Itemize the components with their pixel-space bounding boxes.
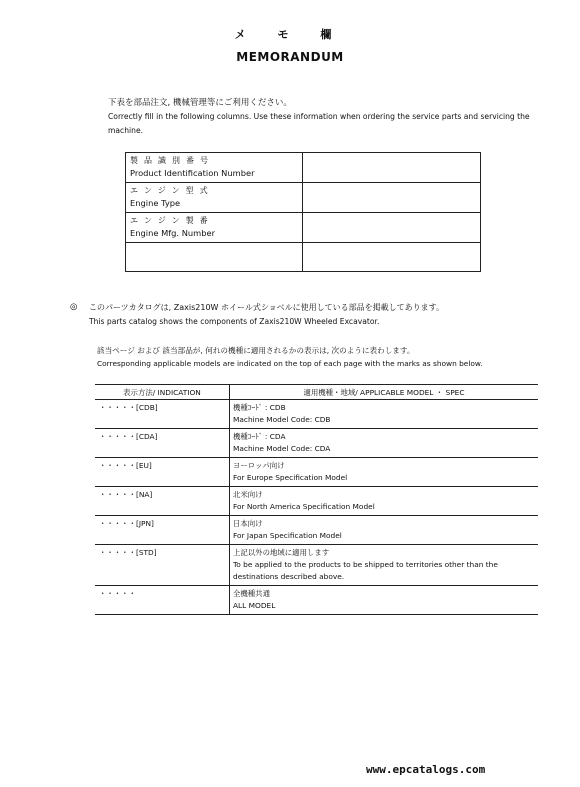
applicable-model-cell (230, 400, 539, 429)
footer-url: www.epcatalogs.com (366, 763, 486, 776)
table-row (126, 213, 481, 243)
label-english: Engine Mfg. Number (130, 228, 216, 238)
blank-value-cell[interactable] (303, 243, 481, 272)
catalog-note-japanese: このパーツカタログは, Zaxis210W ホイール式ショベルに使用している部品を掲載してあります。 (89, 303, 445, 312)
blank-label-cell[interactable] (126, 243, 303, 272)
label-japanese: エンジン型式 (130, 186, 214, 195)
applicability-note: Corresponding applicable models are indicated on the top of each page with the marks as shown below. (97, 359, 483, 368)
indication-mark: ・・・・・[CDB] (95, 400, 230, 429)
engine-mfg-number-field[interactable] (303, 213, 481, 243)
note-mark-icon: ◎ (70, 302, 78, 312)
intro-text-japanese: 下表を部品注文, 機械管理等にご利用ください。 (108, 98, 292, 108)
applicable-model-line: Machine Model Code: CDB (233, 415, 331, 424)
engine-type-field[interactable] (303, 183, 481, 213)
applicable-model-cell (230, 429, 539, 458)
indication-mark: ・・・・・[JPN] (95, 516, 230, 545)
column-header-indication: 表示方法/ INDICATION (95, 385, 230, 400)
table-header-row (95, 385, 538, 400)
label-english: Product Identification Number (130, 168, 255, 178)
applicable-model-line: 機種ｺｰﾄﾞ : CDA (233, 432, 286, 441)
intro-text: Correctly fill in the following columns. Use these information when ordering the service parts and servicing the machine. (108, 112, 530, 135)
applicable-model-line: ALL MODEL (233, 601, 276, 610)
page-title: MEMORANDUM (236, 50, 344, 64)
applicable-model-line: 機種ｺｰﾄﾞ : CDB (233, 403, 286, 412)
indication-mark: ・・・・・[EU] (95, 458, 230, 487)
indication-mark: ・・・・・ (95, 586, 230, 615)
applicability-note-japanese: 該当ページ および 該当部品が, 何れの機種に適用されるかの表示は, 次のように表わします。 (97, 346, 415, 355)
indication-mark: ・・・・・[STD] (95, 545, 230, 586)
applicable-model-line: To be applied to the products to be shipped to territories other than the destinations described above. (233, 560, 498, 581)
product-identification-table (125, 152, 481, 272)
product-identification-label (126, 153, 303, 183)
engine-type-label (126, 183, 303, 213)
table-row (95, 487, 538, 516)
applicable-model-cell (230, 516, 539, 545)
applicable-model-line: For Europe Specification Model (233, 473, 348, 482)
applicable-model-line: 北米向け (233, 490, 263, 499)
applicable-model-line: 全機種共通 (233, 589, 270, 598)
table-row (126, 183, 481, 213)
table-row (95, 545, 538, 586)
applicable-model-cell (230, 458, 539, 487)
applicable-model-cell (230, 586, 539, 615)
table-row (95, 516, 538, 545)
column-header-applicable-model: 適用機種・地域/ APPLICABLE MODEL ・ SPEC (230, 385, 539, 400)
page-title-japanese: メ モ 欄 (234, 28, 346, 41)
table-row-blank (126, 243, 481, 272)
applicable-model-line: For North America Specification Model (233, 502, 375, 511)
applicable-model-cell (230, 545, 539, 586)
product-identification-field[interactable] (303, 153, 481, 183)
applicable-model-line: Machine Model Code: CDA (233, 444, 331, 453)
indication-mark: ・・・・・[NA] (95, 487, 230, 516)
table-row (126, 153, 481, 183)
label-japanese: 製品識別番号 (130, 156, 214, 165)
indication-mark: ・・・・・[CDA] (95, 429, 230, 458)
label-english: Engine Type (130, 198, 181, 208)
engine-mfg-number-label (126, 213, 303, 243)
table-row (95, 458, 538, 487)
applicable-model-line: For Japan Specification Model (233, 531, 342, 540)
applicable-model-cell (230, 487, 539, 516)
applicable-model-line: ヨーロッパ向け (233, 461, 285, 470)
indication-table (95, 384, 538, 615)
catalog-note: This parts catalog shows the components of Zaxis210W Wheeled Excavator. (89, 317, 380, 326)
applicable-model-line: 上記以外の地域に適用します (233, 548, 330, 557)
table-row (95, 429, 538, 458)
label-japanese: エンジン製番 (130, 216, 214, 225)
table-row (95, 400, 538, 429)
applicable-model-line: 日本向け (233, 519, 263, 528)
table-row (95, 586, 538, 615)
